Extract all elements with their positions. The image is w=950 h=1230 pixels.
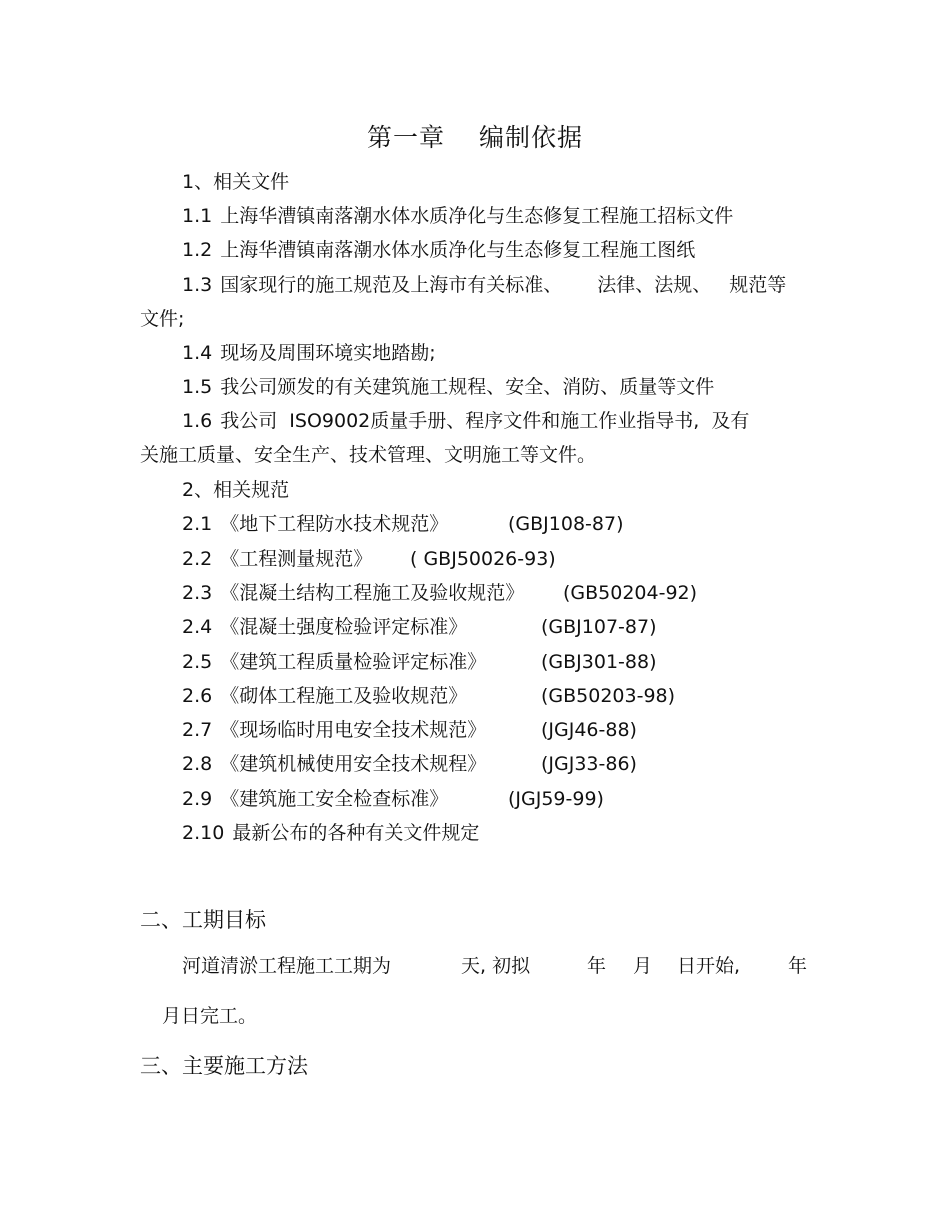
list-item bbox=[182, 786, 448, 812]
item-continuation: 关施工质量、安全生产、技术管理、文明施工等文件。 bbox=[140, 444, 597, 466]
standard-name: 《建筑施工安全检查标准》 bbox=[220, 788, 449, 810]
standard-name: 《混凝土结构工程施工及验收规范》 bbox=[220, 582, 525, 604]
item-text: 法律、法规、 bbox=[597, 274, 712, 296]
item-number: 1.2 bbox=[182, 239, 213, 261]
item-number: 2.7 bbox=[182, 719, 213, 741]
item-number: 2.6 bbox=[182, 685, 213, 707]
item-text: 国家现行的施工规范及上海市有关标准、 bbox=[220, 274, 563, 296]
item-number: 2.4 bbox=[182, 616, 213, 638]
item-text: 规范等 bbox=[729, 274, 787, 296]
standard-code: ( GBJ50026-93) bbox=[410, 548, 556, 570]
list-item bbox=[182, 820, 479, 846]
standard-name: 《地下工程防水技术规范》 bbox=[220, 513, 449, 535]
item-number: 2.9 bbox=[182, 788, 213, 810]
standard-name: 《混凝土强度检验评定标准》 bbox=[220, 616, 468, 638]
item-number: 2.8 bbox=[182, 753, 213, 775]
section2-heading: 2、相关规范 bbox=[182, 479, 290, 501]
item-number: 2.10 bbox=[182, 822, 225, 844]
list-item bbox=[182, 237, 695, 263]
item-number: 2.1 bbox=[182, 513, 213, 535]
list-item bbox=[182, 374, 714, 400]
standard-code: (GBJ107-87) bbox=[541, 616, 657, 638]
item-text: 上海华漕镇南落潮水体水质净化与生态修复工程施工招标文件 bbox=[220, 205, 734, 227]
standard-name: 《建筑机械使用安全技术规程》 bbox=[220, 753, 487, 775]
item-text: 我公司颁发的有关建筑施工规程、安全、消防、质量等文件 bbox=[220, 376, 715, 398]
chapter-title bbox=[0, 122, 950, 154]
schedule-end-year: 年 bbox=[788, 955, 808, 977]
schedule-text: 河道清淤工程施工工期为 bbox=[182, 955, 392, 977]
schedule-line bbox=[182, 953, 391, 979]
part3-heading: 三、主要施工方法 bbox=[140, 1054, 308, 1078]
standard-name: 最新公布的各种有关文件规定 bbox=[232, 822, 480, 844]
list-item bbox=[182, 546, 372, 572]
item-number: 1.1 bbox=[182, 205, 213, 227]
item-number: 1.6 bbox=[182, 410, 213, 432]
list-item bbox=[182, 717, 486, 743]
standard-name: 《建筑工程质量检验评定标准》 bbox=[220, 651, 487, 673]
standard-code: (GBJ108-87) bbox=[508, 513, 624, 535]
item-number: 1.4 bbox=[182, 342, 213, 364]
list-item bbox=[182, 649, 486, 675]
section1-heading: 1、相关文件 bbox=[182, 171, 290, 193]
list-item bbox=[182, 614, 467, 640]
schedule-days: 天, 初拟 bbox=[461, 955, 531, 977]
standard-code: (JGJ46-88) bbox=[541, 719, 637, 741]
schedule-year: 年 bbox=[587, 955, 607, 977]
list-item bbox=[182, 683, 467, 709]
standard-code: (GB50204-92) bbox=[563, 582, 698, 604]
chapter-number: 第一章 bbox=[366, 123, 445, 152]
item-number: 1.3 bbox=[182, 274, 213, 296]
schedule-continuation: 月日完工。 bbox=[162, 1005, 258, 1027]
list-item bbox=[182, 511, 448, 537]
list-item bbox=[182, 203, 733, 229]
item-text: 上海华漕镇南落潮水体水质净化与生态修复工程施工图纸 bbox=[220, 239, 696, 261]
standard-name: 《砌体工程施工及验收规范》 bbox=[220, 685, 468, 707]
item-text: 现场及周围环境实地踏勘; bbox=[220, 342, 436, 364]
list-item bbox=[182, 340, 436, 366]
schedule-start-day: 日开始, bbox=[677, 955, 741, 977]
standard-code: (JGJ33-86) bbox=[541, 753, 637, 775]
standard-code: (GB50203-98) bbox=[541, 685, 676, 707]
item-number: 2.5 bbox=[182, 651, 213, 673]
standard-code: (GBJ301-88) bbox=[541, 651, 657, 673]
item-continuation: 文件; bbox=[140, 308, 185, 330]
standard-name: 《工程测量规范》 bbox=[220, 548, 373, 570]
standard-code: (JGJ59-99) bbox=[508, 788, 604, 810]
item-text: 我公司 ISO9002质量手册、程序文件和施工作业指导书, 及有 bbox=[220, 410, 750, 432]
list-item bbox=[182, 580, 524, 606]
list-item bbox=[182, 408, 749, 434]
item-number: 1.5 bbox=[182, 376, 213, 398]
schedule-month: 月 bbox=[633, 955, 653, 977]
chapter-name: 编制依据 bbox=[479, 123, 584, 152]
list-item bbox=[182, 751, 486, 777]
standard-name: 《现场临时用电安全技术规范》 bbox=[220, 719, 487, 741]
item-number: 2.3 bbox=[182, 582, 213, 604]
list-item bbox=[182, 272, 786, 298]
item-number: 2.2 bbox=[182, 548, 213, 570]
part2-heading: 二、工期目标 bbox=[140, 908, 266, 932]
